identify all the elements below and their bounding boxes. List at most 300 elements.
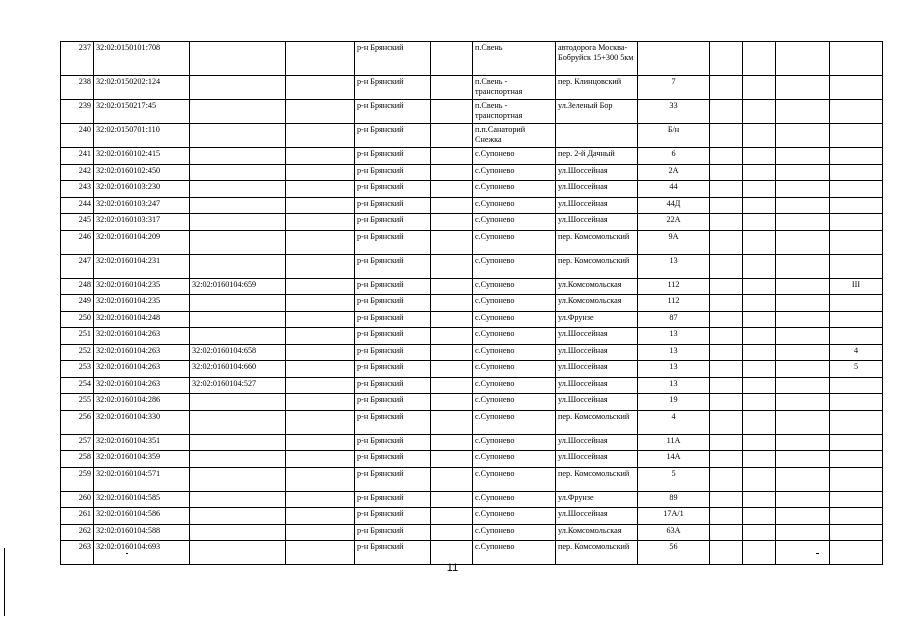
table-row [61, 42, 883, 76]
empty-cell [743, 541, 776, 565]
house-number-cell: 9А [638, 230, 710, 254]
empty-cell [776, 508, 830, 525]
empty-cell [431, 124, 473, 148]
locality-cell: с.Супонево [473, 451, 556, 468]
locality-cell: с.Супонево [473, 181, 556, 198]
table-row [61, 181, 883, 198]
scan-edge-mark [4, 548, 5, 616]
locality-cell: с.Супонево [473, 295, 556, 312]
street-cell: ул.Шоссейная [556, 328, 638, 345]
locality-cell: с.Супонево [473, 328, 556, 345]
empty-cell [286, 164, 355, 181]
cadastral-number-cell: 32:02:0160102:415 [94, 148, 190, 165]
empty-cell [286, 76, 355, 100]
district-cell: р-н Брянский [355, 76, 431, 100]
empty-cell [431, 451, 473, 468]
house-number-cell: 22А [638, 214, 710, 231]
district-cell: р-н Брянский [355, 524, 431, 541]
cadastral-number-cell: 32:02:0160104:263 [94, 361, 190, 378]
row-number-cell: 260 [61, 491, 94, 508]
locality-cell: с.Супонево [473, 254, 556, 278]
empty-cell [710, 344, 743, 361]
apartment-cell [830, 541, 883, 565]
empty-cell [286, 491, 355, 508]
table-row [61, 434, 883, 451]
empty-cell [743, 508, 776, 525]
apartment-cell: 5 [830, 361, 883, 378]
cadastral-number-cell: 32:02:0150101:708 [94, 42, 190, 76]
district-cell: р-н Брянский [355, 148, 431, 165]
row-number-cell: 237 [61, 42, 94, 76]
locality-cell: с.Супонево [473, 197, 556, 214]
street-cell: пер. Комсомольский [556, 254, 638, 278]
table-row [61, 467, 883, 491]
empty-cell [776, 434, 830, 451]
empty-cell [743, 467, 776, 491]
cadastral-number-cell: 32:02:0160104:286 [94, 394, 190, 411]
sub-cadastral-number-cell [190, 451, 286, 468]
empty-cell [431, 230, 473, 254]
district-cell: р-н Брянский [355, 451, 431, 468]
empty-cell [710, 524, 743, 541]
empty-cell [431, 254, 473, 278]
table-row [61, 394, 883, 411]
row-number-cell: 245 [61, 214, 94, 231]
register-table-body [61, 42, 883, 565]
table-row [61, 541, 883, 565]
row-number-cell: 248 [61, 278, 94, 295]
sub-cadastral-number-cell [190, 197, 286, 214]
empty-cell [431, 214, 473, 231]
empty-cell [431, 76, 473, 100]
table-row [61, 100, 883, 124]
empty-cell [710, 197, 743, 214]
cadastral-number-cell: 32:02:0160104:263 [94, 377, 190, 394]
apartment-cell [830, 451, 883, 468]
cadastral-number-cell: 32:02:0160104:585 [94, 491, 190, 508]
street-cell: ул.Шоссейная [556, 214, 638, 231]
row-number-cell: 258 [61, 451, 94, 468]
locality-cell: с.Супонево [473, 524, 556, 541]
table-row [61, 361, 883, 378]
empty-cell [431, 394, 473, 411]
row-number-cell: 249 [61, 295, 94, 312]
district-cell: р-н Брянский [355, 254, 431, 278]
street-cell: ул.Шоссейная [556, 394, 638, 411]
locality-cell: с.Супонево [473, 278, 556, 295]
empty-cell [286, 230, 355, 254]
house-number-cell: 13 [638, 254, 710, 278]
district-cell: р-н Брянский [355, 410, 431, 434]
house-number-cell: 44 [638, 181, 710, 198]
apartment-cell [830, 410, 883, 434]
street-cell: ул.Шоссейная [556, 508, 638, 525]
locality-cell: с.Супонево [473, 541, 556, 565]
empty-cell [710, 377, 743, 394]
cadastral-number-cell: 32:02:0150217:45 [94, 100, 190, 124]
empty-cell [743, 278, 776, 295]
row-number-cell: 253 [61, 361, 94, 378]
table-row [61, 491, 883, 508]
sub-cadastral-number-cell: 32:02:0160104:660 [190, 361, 286, 378]
locality-cell: с.Супонево [473, 344, 556, 361]
street-cell: ул.Фрунзе [556, 311, 638, 328]
sub-cadastral-number-cell [190, 328, 286, 345]
empty-cell [286, 148, 355, 165]
house-number-cell: 56 [638, 541, 710, 565]
empty-cell [710, 361, 743, 378]
empty-cell [743, 394, 776, 411]
empty-cell [743, 491, 776, 508]
sub-cadastral-number-cell [190, 214, 286, 231]
empty-cell [743, 100, 776, 124]
empty-cell [776, 278, 830, 295]
district-cell: р-н Брянский [355, 434, 431, 451]
empty-cell [431, 467, 473, 491]
sub-cadastral-number-cell [190, 541, 286, 565]
empty-cell [743, 295, 776, 312]
empty-cell [776, 254, 830, 278]
table-row [61, 377, 883, 394]
cadastral-number-cell: 32:02:0150202:124 [94, 76, 190, 100]
empty-cell [776, 124, 830, 148]
locality-cell: с.Супонево [473, 361, 556, 378]
row-number-cell: 261 [61, 508, 94, 525]
street-cell: пер. Комсомольский [556, 410, 638, 434]
district-cell: р-н Брянский [355, 377, 431, 394]
cadastral-number-cell: 32:02:0160104:330 [94, 410, 190, 434]
empty-cell [776, 361, 830, 378]
cadastral-number-cell: 32:02:0160103:230 [94, 181, 190, 198]
empty-cell [710, 328, 743, 345]
sub-cadastral-number-cell [190, 467, 286, 491]
locality-cell: с.Супонево [473, 508, 556, 525]
table-row [61, 164, 883, 181]
empty-cell [743, 524, 776, 541]
empty-cell [431, 295, 473, 312]
empty-cell [776, 148, 830, 165]
house-number-cell: 13 [638, 361, 710, 378]
apartment-cell [830, 311, 883, 328]
cadastral-number-cell: 32:02:0160104:231 [94, 254, 190, 278]
empty-cell [431, 42, 473, 76]
district-cell: р-н Брянский [355, 164, 431, 181]
locality-cell: с.Супонево [473, 377, 556, 394]
row-number-cell: 243 [61, 181, 94, 198]
empty-cell [286, 394, 355, 411]
sub-cadastral-number-cell: 32:02:0160104:658 [190, 344, 286, 361]
row-number-cell: 255 [61, 394, 94, 411]
empty-cell [710, 394, 743, 411]
empty-cell [286, 410, 355, 434]
row-number-cell: 256 [61, 410, 94, 434]
empty-cell [776, 164, 830, 181]
district-cell: р-н Брянский [355, 491, 431, 508]
cadastral-number-cell: 32:02:0160104:571 [94, 467, 190, 491]
empty-cell [710, 181, 743, 198]
row-number-cell: 238 [61, 76, 94, 100]
empty-cell [431, 377, 473, 394]
cadastral-number-cell: 32:02:0160104:235 [94, 295, 190, 312]
empty-cell [286, 524, 355, 541]
empty-cell [710, 278, 743, 295]
district-cell: р-н Брянский [355, 295, 431, 312]
apartment-cell [830, 254, 883, 278]
empty-cell [431, 181, 473, 198]
row-number-cell: 244 [61, 197, 94, 214]
street-cell: ул.Шоссейная [556, 197, 638, 214]
empty-cell [743, 230, 776, 254]
empty-cell [431, 278, 473, 295]
house-number-cell: 112 [638, 278, 710, 295]
sub-cadastral-number-cell [190, 124, 286, 148]
sub-cadastral-number-cell [190, 148, 286, 165]
locality-cell: п.Свень - транспортная [473, 100, 556, 124]
locality-cell: с.Супонево [473, 311, 556, 328]
empty-cell [743, 42, 776, 76]
empty-cell [776, 377, 830, 394]
empty-cell [286, 124, 355, 148]
row-number-cell: 254 [61, 377, 94, 394]
row-number-cell: 262 [61, 524, 94, 541]
table-row [61, 508, 883, 525]
house-number-cell: 5 [638, 467, 710, 491]
empty-cell [431, 328, 473, 345]
district-cell: р-н Брянский [355, 467, 431, 491]
empty-cell [776, 467, 830, 491]
apartment-cell [830, 76, 883, 100]
table-row [61, 295, 883, 312]
empty-cell [431, 344, 473, 361]
street-cell: пер. Комсомольский [556, 541, 638, 565]
cadastral-number-cell: 32:02:0160104:693 [94, 541, 190, 565]
empty-cell [286, 467, 355, 491]
apartment-cell: 4 [830, 344, 883, 361]
house-number-cell: 44Д [638, 197, 710, 214]
empty-cell [743, 164, 776, 181]
house-number-cell: 4 [638, 410, 710, 434]
sub-cadastral-number-cell [190, 295, 286, 312]
empty-cell [286, 295, 355, 312]
table-row [61, 278, 883, 295]
street-cell: ул.Зеленый Бор [556, 100, 638, 124]
cadastral-number-cell: 32:02:0160104:263 [94, 328, 190, 345]
street-cell: пер. Комсомольский [556, 230, 638, 254]
empty-cell [710, 148, 743, 165]
cadastral-number-cell: 32:02:0160104:248 [94, 311, 190, 328]
empty-cell [743, 254, 776, 278]
locality-cell: с.Супонево [473, 148, 556, 165]
apartment-cell: III [830, 278, 883, 295]
district-cell: р-н Брянский [355, 214, 431, 231]
sub-cadastral-number-cell [190, 100, 286, 124]
sub-cadastral-number-cell: 32:02:0160104:527 [190, 377, 286, 394]
apartment-cell [830, 164, 883, 181]
district-cell: р-н Брянский [355, 344, 431, 361]
table-row [61, 148, 883, 165]
house-number-cell: 6 [638, 148, 710, 165]
empty-cell [710, 254, 743, 278]
empty-cell [286, 278, 355, 295]
scan-dot [816, 553, 819, 554]
empty-cell [743, 76, 776, 100]
empty-cell [431, 524, 473, 541]
locality-cell: п.Свень [473, 42, 556, 76]
empty-cell [286, 100, 355, 124]
street-cell: ул.Комсомольская [556, 278, 638, 295]
table-row [61, 451, 883, 468]
street-cell: ул.Комсомольская [556, 524, 638, 541]
empty-cell [431, 508, 473, 525]
row-number-cell: 251 [61, 328, 94, 345]
table-row [61, 230, 883, 254]
cadastral-number-cell: 32:02:0160104:351 [94, 434, 190, 451]
house-number-cell: 13 [638, 328, 710, 345]
empty-cell [743, 434, 776, 451]
sub-cadastral-number-cell [190, 254, 286, 278]
district-cell: р-н Брянский [355, 508, 431, 525]
cadastral-number-cell: 32:02:0160104:586 [94, 508, 190, 525]
empty-cell [286, 541, 355, 565]
row-number-cell: 239 [61, 100, 94, 124]
district-cell: р-н Брянский [355, 278, 431, 295]
empty-cell [431, 311, 473, 328]
locality-cell: с.Супонево [473, 394, 556, 411]
district-cell: р-н Брянский [355, 361, 431, 378]
street-cell: пер. Клинцовский [556, 76, 638, 100]
table-row [61, 328, 883, 345]
empty-cell [286, 434, 355, 451]
district-cell: р-н Брянский [355, 311, 431, 328]
table-row [61, 76, 883, 100]
empty-cell [743, 361, 776, 378]
locality-cell: с.Супонево [473, 164, 556, 181]
empty-cell [743, 410, 776, 434]
empty-cell [286, 361, 355, 378]
street-cell: автодорога Москва-Бобруйск 15+300 5км [556, 42, 638, 76]
street-cell: ул.Комсомольская [556, 295, 638, 312]
district-cell: р-н Брянский [355, 541, 431, 565]
street-cell: ул.Шоссейная [556, 361, 638, 378]
empty-cell [776, 76, 830, 100]
empty-cell [776, 100, 830, 124]
empty-cell [743, 181, 776, 198]
empty-cell [776, 394, 830, 411]
empty-cell [743, 311, 776, 328]
house-number-cell: Б/н [638, 124, 710, 148]
empty-cell [431, 410, 473, 434]
street-cell: пер. 2-й Дачный [556, 148, 638, 165]
row-number-cell: 250 [61, 311, 94, 328]
sub-cadastral-number-cell [190, 410, 286, 434]
street-cell: ул.Шоссейная [556, 451, 638, 468]
cadastral-number-cell: 32:02:0160104:235 [94, 278, 190, 295]
empty-cell [776, 328, 830, 345]
locality-cell: с.Супонево [473, 230, 556, 254]
empty-cell [776, 524, 830, 541]
street-cell [556, 124, 638, 148]
empty-cell [286, 197, 355, 214]
locality-cell: с.Супонево [473, 491, 556, 508]
empty-cell [710, 124, 743, 148]
row-number-cell: 247 [61, 254, 94, 278]
empty-cell [776, 295, 830, 312]
cadastral-number-cell: 32:02:0160103:247 [94, 197, 190, 214]
sub-cadastral-number-cell [190, 394, 286, 411]
apartment-cell [830, 181, 883, 198]
table-row [61, 214, 883, 231]
apartment-cell [830, 295, 883, 312]
house-number-cell: 7 [638, 76, 710, 100]
empty-cell [776, 541, 830, 565]
locality-cell: с.Супонево [473, 214, 556, 231]
table-row [61, 254, 883, 278]
apartment-cell [830, 524, 883, 541]
empty-cell [431, 100, 473, 124]
sub-cadastral-number-cell [190, 230, 286, 254]
table-row [61, 197, 883, 214]
apartment-cell [830, 42, 883, 76]
empty-cell [431, 164, 473, 181]
cadastral-number-cell: 32:02:0160104:588 [94, 524, 190, 541]
cadastral-number-cell: 32:02:0160104:209 [94, 230, 190, 254]
empty-cell [743, 197, 776, 214]
locality-cell: с.Супонево [473, 410, 556, 434]
cadastral-number-cell: 32:02:0160102:450 [94, 164, 190, 181]
cadastral-number-cell: 32:02:0160103:317 [94, 214, 190, 231]
apartment-cell [830, 434, 883, 451]
empty-cell [710, 491, 743, 508]
district-cell: р-н Брянский [355, 230, 431, 254]
street-cell: ул.Шоссейная [556, 344, 638, 361]
empty-cell [710, 42, 743, 76]
empty-cell [776, 344, 830, 361]
empty-cell [776, 451, 830, 468]
empty-cell [776, 214, 830, 231]
sub-cadastral-number-cell [190, 508, 286, 525]
empty-cell [710, 295, 743, 312]
district-cell: р-н Брянский [355, 181, 431, 198]
empty-cell [710, 230, 743, 254]
sub-cadastral-number-cell: 32:02:0160104:659 [190, 278, 286, 295]
empty-cell [710, 541, 743, 565]
sub-cadastral-number-cell [190, 524, 286, 541]
empty-cell [710, 164, 743, 181]
empty-cell [776, 230, 830, 254]
row-number-cell: 259 [61, 467, 94, 491]
empty-cell [710, 451, 743, 468]
district-cell: р-н Брянский [355, 394, 431, 411]
district-cell: р-н Брянский [355, 100, 431, 124]
street-cell: ул.Фрунзе [556, 491, 638, 508]
house-number-cell: 2А [638, 164, 710, 181]
house-number-cell: 89 [638, 491, 710, 508]
empty-cell [431, 541, 473, 565]
cadastral-number-cell: 32:02:0160104:359 [94, 451, 190, 468]
empty-cell [776, 181, 830, 198]
empty-cell [286, 311, 355, 328]
house-number-cell: 17А/1 [638, 508, 710, 525]
empty-cell [776, 311, 830, 328]
empty-cell [710, 311, 743, 328]
empty-cell [286, 42, 355, 76]
house-number-cell: 13 [638, 344, 710, 361]
table-row [61, 524, 883, 541]
sub-cadastral-number-cell [190, 42, 286, 76]
cadastral-number-cell: 32:02:0160104:263 [94, 344, 190, 361]
district-cell: р-н Брянский [355, 124, 431, 148]
apartment-cell [830, 214, 883, 231]
